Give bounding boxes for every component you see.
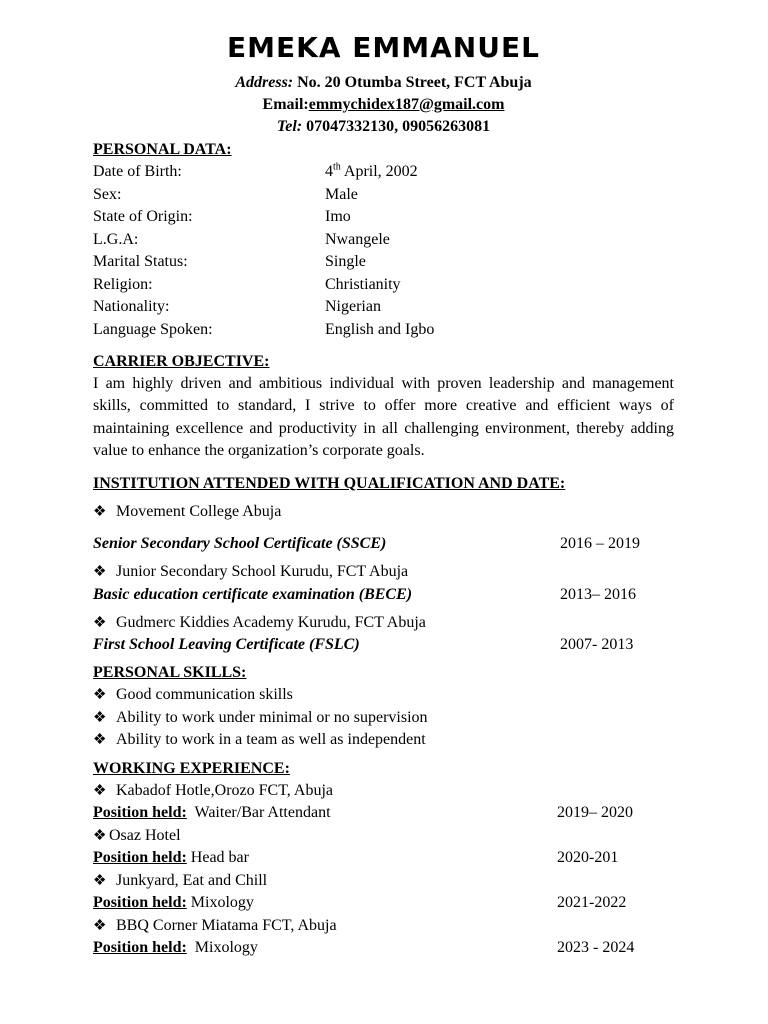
qualification-row <box>93 584 674 606</box>
email-line <box>93 94 674 116</box>
diamond-bullet-icon: ❖ <box>93 614 107 631</box>
diamond-bullet-icon: ❖ <box>93 732 107 749</box>
diamond-bullet-icon: ❖ <box>93 687 107 704</box>
position-row <box>93 802 674 825</box>
tel-value: 07047332130, 09056263081 <box>306 118 491 135</box>
personal-data-row <box>93 206 674 229</box>
diamond-bullet-icon: ❖ <box>93 709 107 726</box>
workplace-name: Junkyard, Eat and Chill <box>116 871 268 889</box>
personal-data-label: Nationality: <box>93 298 170 315</box>
diamond-bullet-icon: ❖ <box>93 917 107 934</box>
skill-item <box>93 729 674 752</box>
personal-data-value: Single <box>325 253 366 270</box>
workplace-name: BBQ Corner Miatama FCT, Abuja <box>116 916 337 934</box>
address-label: Address: <box>235 74 294 91</box>
qualification-name: Senior Secondary School Certificate (SSCE) <box>93 535 387 553</box>
skill-text: Good communication skills <box>116 686 293 704</box>
personal-data-row <box>93 184 674 207</box>
skills-heading: PERSONAL SKILLS: <box>93 664 247 682</box>
qualification-name: Basic education certificate examination (BECE) <box>93 585 413 603</box>
diamond-bullet-icon: ❖ <box>93 827 107 844</box>
school-name: Gudmerc Kiddies Academy Kurudu, FCT Abuja <box>116 613 426 631</box>
school-item <box>93 561 674 584</box>
address-line <box>93 72 674 94</box>
position-label: Position held: <box>93 849 187 867</box>
workplace-name: Kabadof Hotle,Orozo FCT, Abuja <box>116 781 333 799</box>
personal-data-label: Language Spoken: <box>93 320 213 338</box>
school-item <box>93 501 674 524</box>
workplace-item <box>93 870 674 893</box>
position-value: Mixology <box>186 894 254 912</box>
personal-data-value: Christianity <box>325 275 401 293</box>
qualification-years: 2016 – 2019 <box>560 535 640 553</box>
diamond-bullet-icon: ❖ <box>93 782 107 799</box>
applicant-name: EMEKA EMMANUEL <box>227 31 540 64</box>
skill-text: Ability to work under minimal or no supervision <box>116 708 428 726</box>
education-heading: INSTITUTION ATTENDED WITH QUALIFICATION AND DATE: <box>93 474 566 492</box>
personal-data-value: Male <box>325 185 358 203</box>
experience-heading: WORKING EXPERIENCE: <box>93 759 290 777</box>
position-value: Waiter/Bar Attendant <box>186 804 331 822</box>
personal-data-row <box>93 229 674 252</box>
qualification-years: 2013– 2016 <box>560 585 636 603</box>
personal-data-label: Marital Status: <box>93 253 188 270</box>
personal-data-row <box>93 296 674 319</box>
dob-label: Date of Birth: <box>93 163 182 180</box>
workplace-item <box>93 780 674 803</box>
personal-data-heading: PERSONAL DATA: <box>93 141 232 158</box>
personal-data-value: Nwangele <box>325 230 390 248</box>
position-years: 2023 - 2024 <box>557 939 635 957</box>
position-row <box>93 847 674 870</box>
position-years: 2021-2022 <box>557 894 627 912</box>
personal-data-value: Imo <box>325 208 351 225</box>
personal-data-value: Nigerian <box>325 298 381 315</box>
school-name: Junior Secondary School Kurudu, FCT Abuja <box>116 563 409 581</box>
personal-data-label: Religion: <box>93 275 153 293</box>
position-label: Position held: <box>93 894 187 912</box>
skill-item <box>93 707 674 730</box>
school-item <box>93 612 674 635</box>
workplace-name: Osaz Hotel <box>109 826 181 844</box>
email-link[interactable]: emmychidex187@gmail.com <box>308 96 505 113</box>
address-value: No. 20 Otumba Street, FCT Abuja <box>297 74 532 91</box>
qualification-name: First School Leaving Certificate (FSLC) <box>93 636 360 654</box>
workplace-item <box>93 915 674 938</box>
position-years: 2020-201 <box>557 849 619 867</box>
personal-data-row <box>93 161 674 184</box>
position-years: 2019– 2020 <box>557 804 633 822</box>
school-name: Movement College Abuja <box>116 502 282 520</box>
workplace-item <box>93 825 674 848</box>
personal-data-label: Sex: <box>93 185 122 203</box>
position-row <box>93 937 674 960</box>
personal-data-row <box>93 274 674 297</box>
position-value: Mixology <box>186 939 258 957</box>
dob-value: 4th April, 2002 <box>325 161 418 180</box>
personal-data-label: L.G.A: <box>93 230 139 248</box>
tel-label: Tel: <box>276 118 303 135</box>
skill-item <box>93 684 674 707</box>
position-value: Head bar <box>186 849 249 867</box>
skill-text: Ability to work in a team as well as independent <box>116 731 426 749</box>
qualification-row <box>93 533 674 555</box>
tel-line <box>93 116 674 138</box>
email-label: Email: <box>262 96 309 113</box>
qualification-years: 2007- 2013 <box>560 636 634 654</box>
resume-page <box>93 30 674 960</box>
objective-text: I am highly driven and ambitious individual with proven leadership and management skills, committed to standard, I strive to offer more creative and efficient ways of maintaining excellence and productivity in all challenging environment, thereby adding value to enhance the organization’s corporate goals. <box>93 375 674 460</box>
personal-data-row <box>93 319 674 342</box>
personal-data-label: State of Origin: <box>93 208 193 225</box>
diamond-bullet-icon: ❖ <box>93 872 107 889</box>
diamond-bullet-icon: ❖ <box>93 564 107 581</box>
position-row <box>93 892 674 915</box>
personal-data-row <box>93 251 674 274</box>
objective-heading: CARRIER OBJECTIVE: <box>93 353 270 370</box>
qualification-row <box>93 634 674 656</box>
position-label: Position held: <box>93 939 187 957</box>
personal-data-value: English and Igbo <box>325 320 435 338</box>
diamond-bullet-icon: ❖ <box>93 503 107 520</box>
position-label: Position held: <box>93 804 187 822</box>
